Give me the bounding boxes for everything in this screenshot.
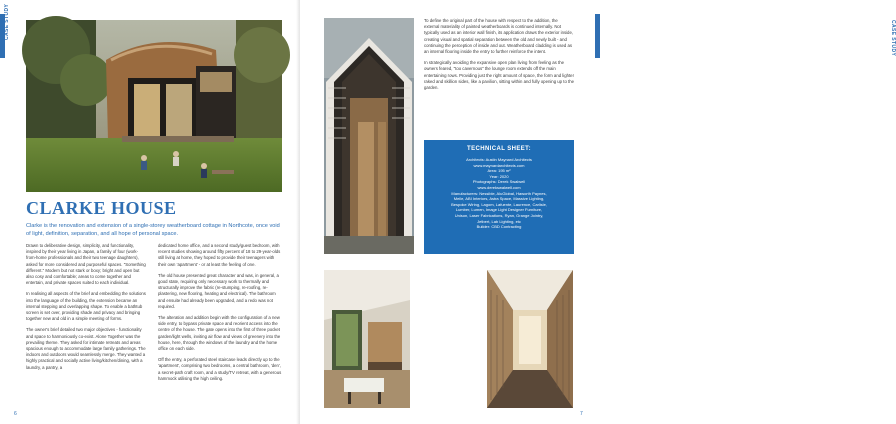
tech-line: Lumber, Lumen, Image Light Designer Furniture, (455, 207, 543, 213)
article-lede: Clarke is the renovation and extension of a single-storey weatherboard cottage in Northcote, once void of light, definition, separation, and all hope of personal space. (26, 223, 280, 237)
section-tab-right (595, 14, 600, 58)
body-paragraph: To define the original part of the house with respect to the addition, the external materiality of painted weatherboards is continued internally. Not typically used as an interior wall finish, its application draws the exterior inside, creating visual and spatial separation between the old and newly built - and continuing the perception of inside and out. Weatherboard cladding is used as an internal flooring inside the entry to further reinforce the intent. (424, 18, 574, 55)
tech-line: Jetbert, Lab Lighting, etc (477, 218, 521, 224)
tech-line: Builder: CBD Contracting (476, 224, 522, 230)
body-paragraph: The owner's brief detailed two major objectives - functionality and space to harmoniously co-exist. Alone Together was the prevailing theme. They asked for intimate retreats and areas spacious enough to accommodate large family gatherings. The indoors and outdoors would seamlessly merge. They wanted a highly practical and socially active living/kitchen/dining, with a laundry, a pantry, a (26, 327, 146, 370)
tech-line: Meile, ABI Interiors, Astra Space, Massive Lighting, (453, 196, 545, 202)
tech-line: Photographs: Derek Swalwell (472, 179, 526, 185)
exterior-photo-art (26, 20, 282, 192)
interior-photo (324, 270, 410, 408)
right-page (300, 0, 896, 424)
corridor-photo-art (487, 270, 573, 408)
left-page (0, 0, 300, 424)
entrance-photo (324, 18, 414, 254)
corridor-photo (487, 270, 573, 408)
page-number-right: 7 (580, 411, 583, 417)
body-paragraph: Off the entry, a perforated steel staircase leads directly up to the 'apartment', comprising two bedrooms, a central bathroom, 'den', a secret-path craft room, and a study/TV retreat, with a generous hammock utilising the high ceiling. (158, 357, 282, 381)
technical-sheet-heading: TECHNICAL SHEET: (467, 146, 531, 152)
body-paragraph: In strategically avoiding the expansive open plan living from feeling as the owners feared, "too cavernous" the lounge room extends off the main entertaining rows. Providing just the right amount of space, the form and lighter raked and skillion sides, like a pavilion, sitting within and fully opening up to the garden. (424, 60, 575, 91)
section-label-left: CASE STUDY (4, 3, 10, 40)
tech-line: Area: 195 m² (487, 168, 511, 174)
tech-line: www.derekswalwell.com (477, 184, 521, 190)
body-column-1 (26, 243, 146, 376)
tech-line: Bespoke Wiring, Lagom, Lafuente, Laurence, Carlisle, (451, 201, 547, 207)
article-title: CLARKE HOUSE (26, 198, 177, 218)
tech-line: Year: 2020 (489, 173, 509, 179)
tech-line: Architects: Austin Maynard Architects (466, 157, 532, 162)
body-paragraph: The alteration and addition begin with the configuration of a new side entry, to bypass private space and reorient access into the centre of the house. The gate opens into the first of three pocket garden/light wells, inviting air flow and views of greenery into the house, here, through the windows of the laundry and the home office on each side. (158, 315, 281, 352)
body-column-3 (424, 18, 574, 96)
tech-line: www.maynardarchitects.com (473, 162, 525, 168)
tech-line: Unison, Laser Fabrications, Ryan, Grange Jointry, (454, 212, 544, 218)
technical-sheet (424, 140, 574, 254)
page-number-left: 6 (14, 411, 17, 417)
entrance-photo-art (324, 18, 414, 254)
body-paragraph: In realising all aspects of the brief and embedding the solutions into the language of the building, the extension became an internal stepping and overlapping shape. To enable a bathtub screen is set over, providing shade and privacy and bringing together new and old in a simple meeting of forms. (26, 291, 146, 322)
body-paragraph: Drawn to deliberative design, simplicity, and functionality, inspired by their year living in Japan, a family of four (work-from-home professionals and their two teenage daughters), asked for more considered and purposeful spaces. "Something different." Modern but not stark or boxy; bright and open but also cosy and comfortable; areas to come together and entertain, and private spaces suited to each individual. (26, 243, 146, 286)
body-column-2 (158, 243, 282, 387)
section-label-right: CASE STUDY (890, 20, 896, 57)
body-paragraph: The old house presented great character and was, in general, a good state, requiring only necessary work to thermally and structurally improve the fabric (re-stumping, re-roofing, re-plastering, new flooring, heating and electrical). The bathroom and ensuite had already been upgraded, and a redo was not required. (158, 272, 279, 309)
body-paragraph: dedicated home office, and a second study/guest bedroom, with recent studies showing around fifty percent of 18 to 29-year-olds still living at home, they hoped to provide their teenagers with their own 'apartment' - or at least the feeling of one. (158, 243, 281, 267)
exterior-photo (26, 20, 282, 192)
tech-line: Manufacturers: Nessible, AluGlobal, Haworth Paynes, (451, 190, 547, 196)
interior-photo-art (324, 270, 410, 408)
